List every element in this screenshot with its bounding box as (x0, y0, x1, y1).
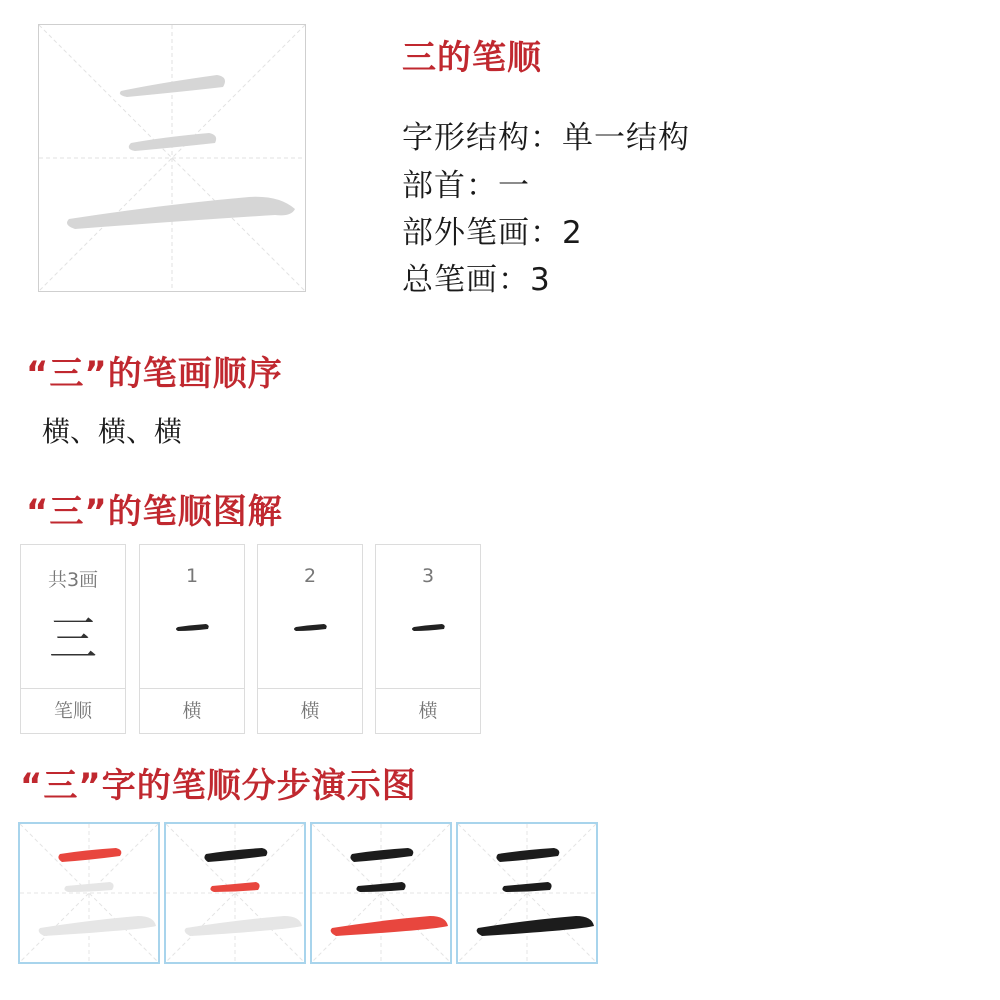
radical-info: 部首：一 (402, 168, 530, 204)
stroke-order-text: 横、横、横 (42, 415, 183, 448)
stroke-number: 1 (185, 565, 199, 587)
character-grid (38, 24, 306, 292)
total-strokes-info: 总笔画：3 (402, 262, 551, 298)
step-panel-4 (456, 822, 598, 964)
structure-info: 字形结构：单一结构 (402, 120, 690, 156)
step-4-drawing (458, 824, 596, 962)
diagram-heading: “三”的笔顺图解 (26, 492, 283, 532)
stroke-name: 横 (376, 688, 480, 733)
stroke-name: 横 (140, 688, 244, 733)
stroke-number: 2 (303, 565, 317, 587)
page-title: 三的笔顺 (402, 38, 542, 78)
stroke-name: 横 (258, 688, 362, 733)
stroke-3-shape (67, 197, 295, 229)
stroke-number: 3 (421, 565, 435, 587)
step-1-drawing (20, 824, 158, 962)
stroke-order-heading: “三”的笔画顺序 (26, 354, 283, 394)
summary-glyph: 三 (48, 611, 97, 667)
stroke-2-shape (129, 133, 216, 151)
extra-strokes-info: 部外笔画：2 (402, 215, 583, 251)
stroke-count-label: 共3画 (47, 569, 99, 591)
summary-footer: 笔顺 (21, 688, 125, 733)
character-grid-drawing (39, 25, 305, 291)
step-2-drawing (166, 824, 304, 962)
stroke-card-3 (375, 544, 481, 734)
steps-heading: “三”字的笔顺分步演示图 (20, 766, 417, 806)
stroke-card-2 (257, 544, 363, 734)
step-3-drawing (312, 824, 450, 962)
stroke-2-glyph (258, 545, 362, 685)
step-panel-1 (18, 822, 160, 964)
stroke-1-shape (120, 75, 225, 97)
stroke-summary-card (20, 544, 126, 734)
stroke-3-glyph (376, 545, 480, 685)
step-panel-3 (310, 822, 452, 964)
step-panel-2 (164, 822, 306, 964)
stroke-1-glyph (140, 545, 244, 685)
stroke-card-1 (139, 544, 245, 734)
